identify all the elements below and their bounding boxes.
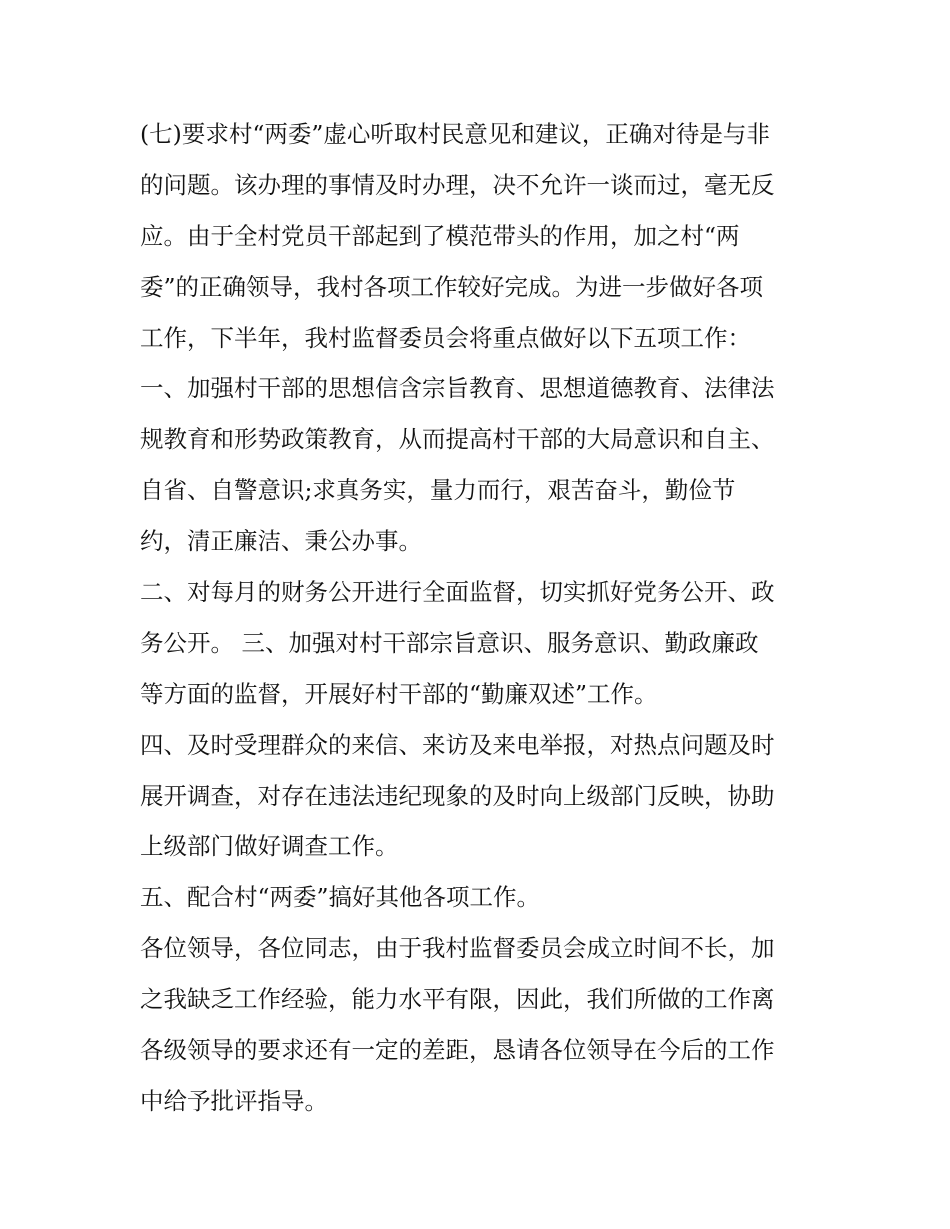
text-line: (七)要求村“两委”虚心听取村民意见和建议，正确对待是与非 [140, 120, 770, 148]
text-line: 二、对每月的财务公开进行全面监督，切实抓好党务公开、政 [140, 578, 775, 607]
text-line: 展开调查，对存在违法违纪现象的及时向上级部门反映，协助 [140, 781, 775, 810]
text-line: 委”的正确领导，我村各项工作较好完成。为进一步做好各项 [140, 272, 764, 301]
text-line: 约，清正廉洁、秉公办事。 [140, 527, 422, 556]
text-line: 工作，下半年，我村监督委员会将重点做好以下五项工作： [140, 323, 751, 352]
text-line: 四、及时受理群众的来信、来访及来电举报，对热点问题及时 [140, 730, 775, 759]
text-line: 规教育和形势政策教育，从而提高村干部的大局意识和自主、 [140, 425, 775, 454]
body-text [140, 109, 820, 1127]
text-line: 务公开。 三、加强对村干部宗旨意识、服务意识、勤政廉政 [140, 628, 759, 657]
text-line: 各级领导的要求还有一定的差距，恳请各位领导在今后的工作 [140, 1036, 775, 1065]
text-line: 各位领导，各位同志，由于我村监督委员会成立时间不长，加 [140, 934, 775, 963]
text-line: 一、加强村干部的思想信含宗旨教育、思想道德教育、法律法 [140, 374, 775, 403]
text-line: 五、配合村“两委”搞好其他各项工作。 [140, 883, 541, 912]
text-line: 上级部门做好调查工作。 [140, 832, 399, 861]
text-line: 自省、自警意识;求真务实，量力而行，艰苦奋斗，勤俭节 [140, 476, 736, 505]
text-line: 的问题。该办理的事情及时办理，决不允许一谈而过，毫无反 [140, 170, 775, 199]
text-line: 之我缺乏工作经验，能力水平有限，因此，我们所做的工作离 [140, 985, 775, 1014]
text-line: 等方面的监督，开展好村干部的“勤廉双述”工作。 [140, 679, 658, 708]
text-line: 中给予批评指导。 [140, 1086, 328, 1115]
text-line: 应。由于全村党员干部起到了模范带头的作用，加之村“两 [140, 221, 740, 250]
